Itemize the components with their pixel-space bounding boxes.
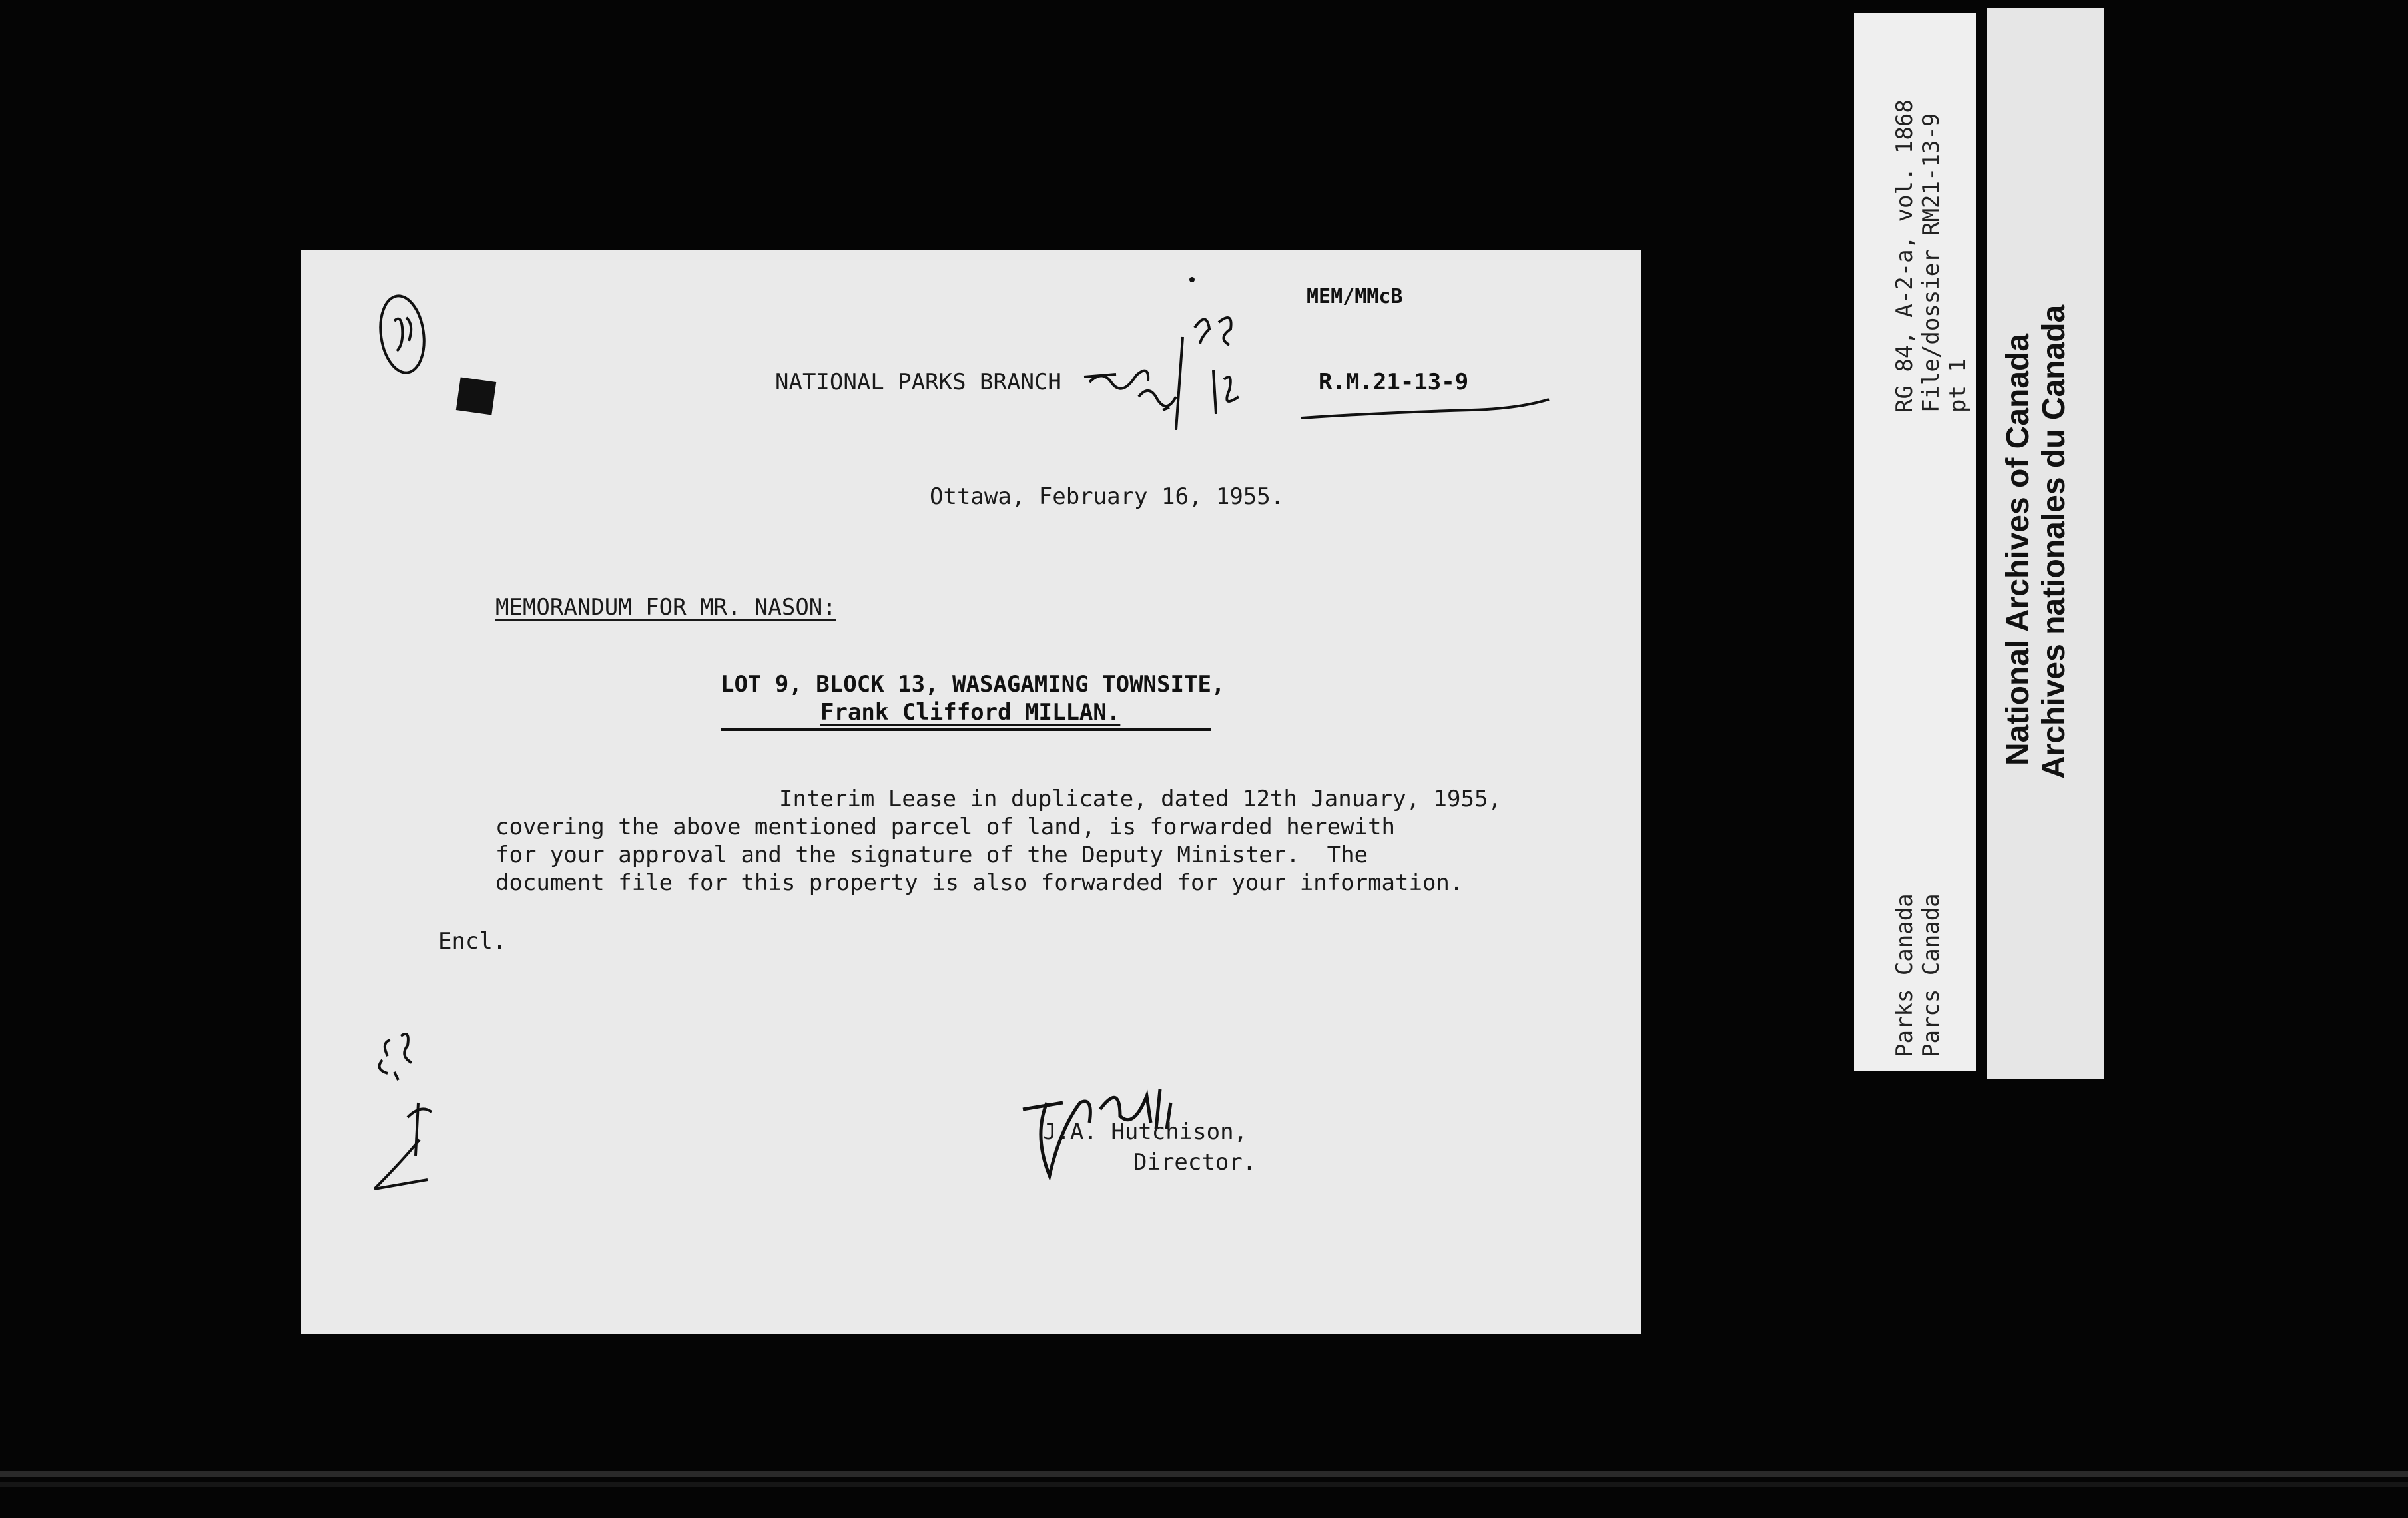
body-line-3: for your approval and the signature of the Deputy Minister. The <box>495 842 1368 868</box>
signatory-title: Director. <box>1133 1149 1257 1176</box>
reference-line-1: RG 84, A-2-a, vol. 1868 <box>1891 99 1918 413</box>
agency-en: Parks Canada <box>1891 893 1918 1057</box>
archive-institution-label <box>1987 8 2104 1079</box>
file-number: R.M.21-13-9 <box>1319 369 1469 395</box>
memo-page <box>301 250 1641 1334</box>
header-reference: MEM/MMcB <box>1307 285 1403 308</box>
archive-reference-label <box>1854 13 1976 1071</box>
reference-line-3: pt 1 <box>1945 358 1971 413</box>
body-line-1: Interim Lease in duplicate, dated 12th January, 1955, <box>779 786 1502 812</box>
enclosure-note: Encl. <box>438 928 507 955</box>
body-line-4: document file for this property is also forwarded for your information. <box>495 870 1464 896</box>
handwritten-file-annotation <box>1076 297 1249 430</box>
subject-line-1: LOT 9, BLOCK 13, WASAGAMING TOWNSITE, <box>721 671 1225 698</box>
agency-fr: Parcs Canada <box>1918 893 1945 1057</box>
circled-initial-mark <box>368 288 441 381</box>
signatory-name: J.A. Hutchison, <box>1043 1119 1248 1145</box>
institution-fr: Archives nationales du Canada <box>2036 304 2072 779</box>
subject-line-2: Frank Clifford MILLAN. <box>820 699 1121 726</box>
branch-heading: NATIONAL PARKS BRANCH <box>775 369 1061 395</box>
reference-line-2: File/dossier RM21-13-9 <box>1918 113 1945 413</box>
handwritten-initials <box>368 1023 448 1196</box>
punch-mark <box>456 377 496 415</box>
institution-en: National Archives of Canada <box>2000 333 2036 766</box>
file-number-underline <box>1299 397 1552 423</box>
addressee: MEMORANDUM FOR MR. NASON: <box>495 594 836 621</box>
scan-border <box>0 1482 2408 1487</box>
date-line: Ottawa, February 16, 1955. <box>930 483 1285 510</box>
subject-underline <box>721 728 1211 731</box>
body-line-2: covering the above mentioned parcel of land, is forwarded herewith <box>495 814 1396 840</box>
paper-dot <box>1189 277 1195 282</box>
scan-border <box>0 1471 2408 1477</box>
